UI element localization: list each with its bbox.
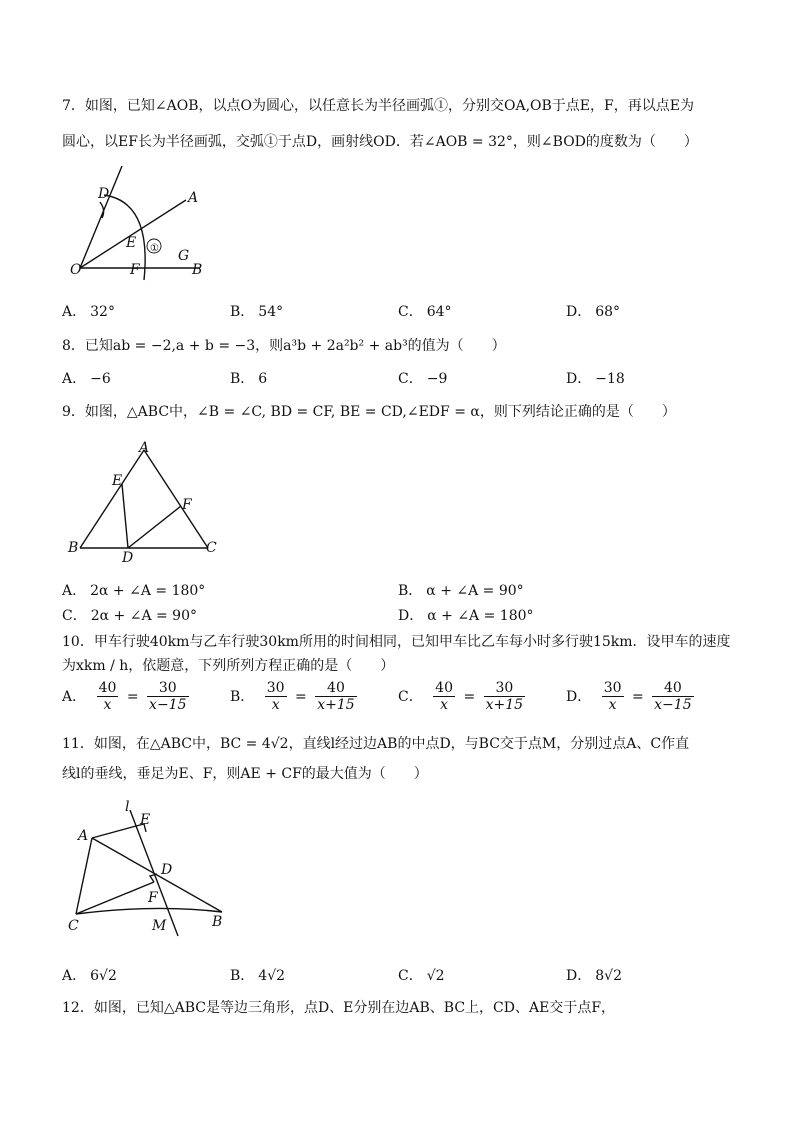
q10-option-b-right-den: x+15	[317, 697, 355, 713]
q10-option-d[interactable]	[566, 680, 696, 713]
q11-label-M: M	[152, 918, 167, 934]
q8-option-b-label: B．	[230, 371, 255, 387]
q11-label-F: F	[148, 890, 158, 906]
q9-option-d-text: α + ∠A = 180°	[427, 608, 534, 624]
q10-stem-line2: 为xkm / h，依题意，下列所列方程正确的是（ ）	[62, 658, 395, 674]
q11-label-B: B	[212, 914, 223, 930]
q9-option-c-label: C．	[62, 608, 87, 624]
q8-option-a[interactable]	[62, 369, 111, 389]
q12-stem: 12．如图，已知△ABC是等边三角形，点D、E分别在边AB、BC上，CD、AE交于点F，	[62, 1000, 616, 1016]
q11-option-a[interactable]	[62, 966, 117, 986]
q10-option-c-equals: =	[463, 688, 476, 705]
q10-option-d-equals: =	[631, 688, 644, 705]
q10-option-d-label: D．	[566, 688, 592, 705]
q11-stem-line2: 线l的垂线，垂足为E、F，则AE + CF的最大值为（ ）	[62, 766, 428, 782]
q10-option-d-left-fraction	[602, 680, 624, 713]
q10-option-b-left-num: 30	[266, 680, 285, 696]
q9-figure	[64, 438, 234, 568]
q10-option-a-left-den: x	[103, 697, 112, 713]
q10-option-d-right-num: 40	[652, 680, 693, 697]
q8-option-c[interactable]	[398, 369, 447, 389]
q11-option-d-text: 8√2	[595, 968, 622, 984]
q10-option-a-label: A．	[62, 688, 87, 705]
q10-option-c-right-num: 30	[484, 680, 525, 697]
q11-figure	[64, 796, 234, 946]
q9-option-c[interactable]	[62, 606, 197, 626]
q9-option-a[interactable]	[62, 581, 205, 601]
q7-option-a[interactable]	[62, 302, 115, 322]
q11-option-b[interactable]	[230, 966, 285, 986]
q10-option-b[interactable]	[230, 680, 359, 713]
q9-option-c-text: 2α + ∠A = 90°	[90, 608, 197, 624]
q11-option-b-text: 4√2	[258, 968, 286, 984]
q10-option-b-label: B．	[230, 688, 255, 705]
q10-option-c-right-den: x+15	[485, 697, 524, 713]
q7-option-d-label: D．	[566, 304, 592, 320]
q11-option-c-text: √2	[426, 968, 445, 984]
q11-stem-line1: 11．如图，在△ABC中，BC = 4√2，直线l经过边AB的中点D，与BC交于点M，分别过点A、C作直	[62, 736, 690, 752]
q10-option-d-right-den: x−15	[654, 697, 692, 713]
q11-option-a-text: 6√2	[90, 968, 117, 984]
q10-option-b-left-fraction	[265, 680, 287, 713]
q7-option-c-text: 64°	[426, 304, 452, 320]
q10-option-a-right-fraction	[147, 680, 188, 713]
q11-option-c-label: C．	[398, 968, 423, 984]
q7-stem-line1: 7．如图，已知∠AOB，以点O为圆心，以任意长为半径画弧①，分别交OA,OB于点E，F，再以点E为	[62, 98, 694, 114]
q9-option-a-label: A．	[62, 583, 87, 599]
q9-stem: 9．如图，△ABC中，∠B = ∠C, BD = CF, BE = CD,∠EDF = α，则下列结论正确的是（ ）	[62, 404, 676, 420]
q9-option-d-label: D．	[398, 608, 424, 624]
q8-option-a-label: A．	[62, 371, 87, 387]
q9-option-b[interactable]	[398, 581, 524, 601]
q7-label-G: G	[178, 248, 190, 264]
q10-option-a-right-den: x−15	[149, 697, 187, 713]
q9-option-a-text: 2α + ∠A = 180°	[90, 583, 206, 599]
q10-option-b-equals: =	[295, 688, 307, 705]
q8-option-b[interactable]	[230, 369, 267, 389]
q8-option-b-text: 6	[258, 371, 268, 387]
q8-option-d-text: −18	[595, 371, 625, 387]
q10-option-a-left-fraction	[97, 680, 119, 713]
q7-option-a-label: A．	[62, 304, 87, 320]
q9-label-E: E	[112, 473, 123, 489]
q7-label-arc1: ①	[150, 243, 159, 254]
q10-option-a[interactable]	[62, 680, 191, 713]
q11-label-l: l	[125, 799, 130, 815]
q8-option-a-text: −6	[90, 371, 111, 387]
q10-stem-line1: 10．甲车行驶40km与乙车行驶30km所用的时间相同，已知甲车比乙车每小时多行驶15km．设甲车的速度	[62, 634, 731, 650]
q7-option-c[interactable]	[398, 302, 452, 322]
q7-option-b-text: 54°	[258, 304, 284, 320]
q7-label-O: O	[70, 262, 82, 278]
q10-option-c-left-fraction	[433, 680, 455, 713]
q7-figure	[64, 160, 224, 285]
q9-label-F: F	[182, 497, 192, 513]
q7-label-D: D	[98, 186, 110, 202]
q8-option-d-label: D．	[566, 371, 592, 387]
q10-option-d-left-num: 30	[603, 680, 622, 696]
q10-option-b-right-fraction	[315, 680, 356, 713]
q7-label-A: A	[188, 190, 199, 206]
q11-label-D: D	[161, 862, 173, 878]
q9-label-A: A	[139, 440, 150, 456]
q10-option-d-left-den: x	[608, 697, 617, 713]
q10-option-c-label: C．	[398, 688, 423, 705]
q7-label-B: B	[192, 262, 203, 278]
q10-option-d-right-fraction	[652, 680, 693, 713]
q11-option-d[interactable]	[566, 966, 622, 986]
q9-option-b-label: B．	[398, 583, 423, 599]
q11-label-C: C	[68, 918, 79, 934]
q7-option-d-text: 68°	[595, 304, 621, 320]
q9-option-d[interactable]	[398, 606, 534, 626]
q11-option-b-label: B．	[230, 968, 255, 984]
q8-option-c-label: C．	[398, 371, 423, 387]
q9-option-b-text: α + ∠A = 90°	[426, 583, 524, 599]
q8-option-d[interactable]	[566, 369, 625, 389]
q10-option-c[interactable]	[398, 680, 527, 713]
q7-label-F: F	[130, 262, 140, 278]
q7-option-c-label: C．	[398, 304, 423, 320]
q7-option-b[interactable]	[230, 302, 283, 322]
q7-stem-line2: 圆心，以EF长为半径画弧，交弧①于点D，画射线OD．若∠AOB = 32°，则∠BOD的度数为（ ）	[62, 134, 698, 150]
q10-option-b-left-den: x	[271, 697, 280, 713]
q11-option-a-label: A．	[62, 968, 87, 984]
q11-option-d-label: D．	[566, 968, 592, 984]
q11-option-c[interactable]	[398, 966, 445, 986]
q7-option-d[interactable]	[566, 302, 620, 322]
q8-stem: 8．已知ab = −2,a + b = −3，则a³b + 2a²b² + ab³的值为（ ）	[62, 338, 506, 354]
q8-option-c-text: −9	[426, 371, 448, 387]
q7-option-b-label: B．	[230, 304, 255, 320]
q9-label-C: C	[206, 540, 217, 556]
q10-option-a-right-num: 30	[147, 680, 188, 697]
q10-option-a-equals: =	[126, 688, 139, 705]
q11-label-A: A	[78, 828, 89, 844]
q11-label-E: E	[140, 812, 151, 828]
q7-option-a-text: 32°	[90, 304, 115, 320]
q9-label-B: B	[68, 540, 79, 556]
q10-option-a-left-num: 40	[98, 680, 117, 696]
q10-option-b-right-num: 40	[315, 680, 356, 697]
q9-label-D: D	[122, 550, 134, 566]
q10-option-c-right-fraction	[484, 680, 525, 713]
q10-option-c-left-den: x	[440, 697, 449, 713]
q7-label-E: E	[126, 235, 137, 251]
q10-option-c-left-num: 40	[435, 680, 453, 696]
